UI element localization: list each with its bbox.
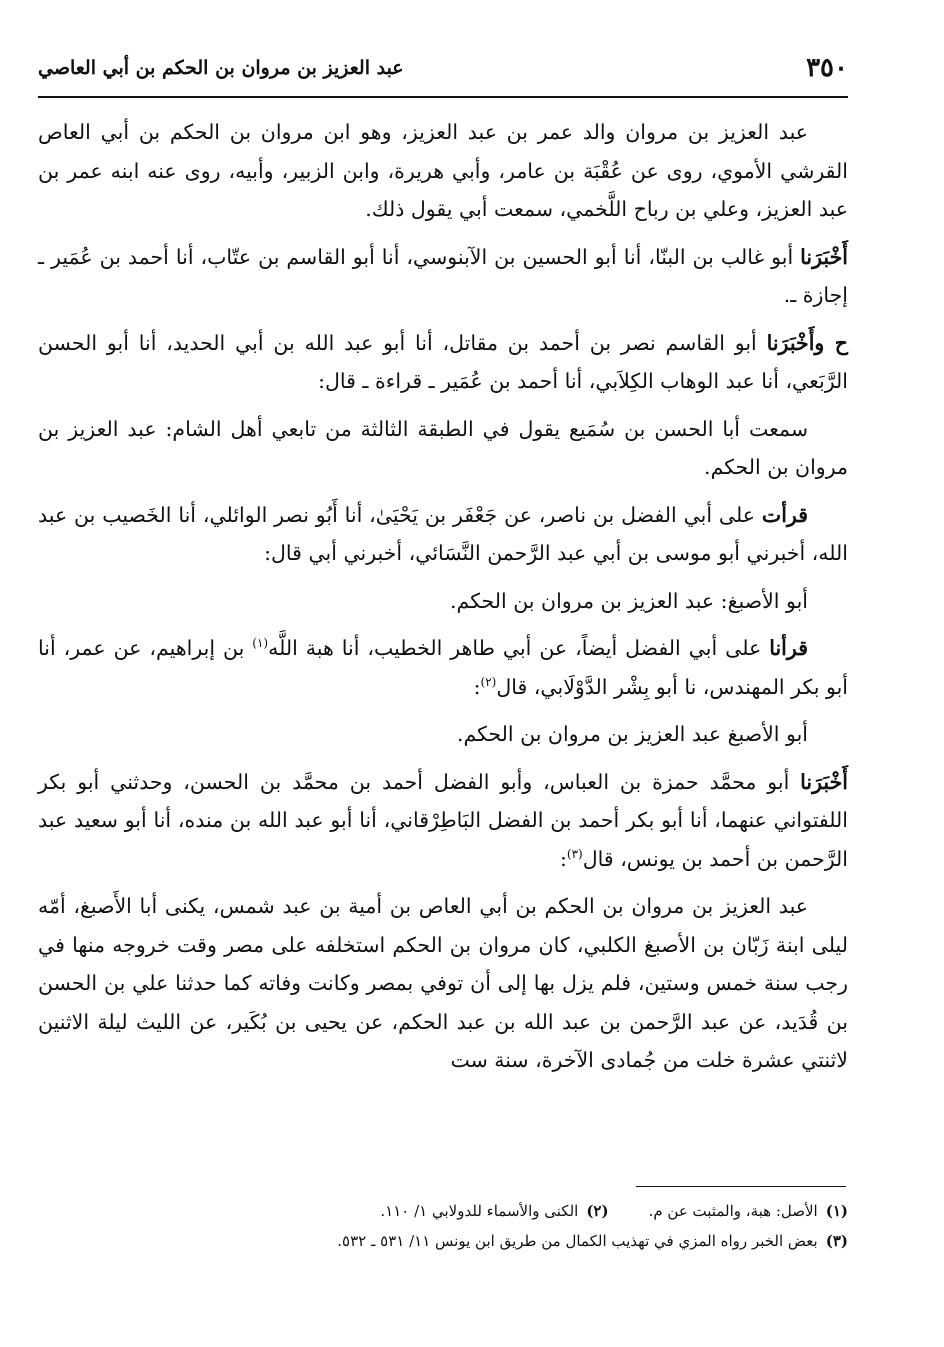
paragraph-text: عبد العزيز بن مروان بن الحكم بن أبي العاص بن أمية بن عبد شمس، يكنى أبا الأَصبغ، أمّه ليلى ابنة زَبّان بن الأصبغ الكلبي، كان مروان بن الحكم استخلفه على مصر وقت خروجه منها في رجب سنة خمس وستين، فلم يزل بها إلى أن توفي بمصر وكانت وفاته كما حدثنا علي بن الحسن بن قُدَيد، عن عبد الرَّحمن بن عبد الله بن عبد الحكم، عن يحيى بن بُكَير، عن الليث ليلة الاثنين لاثنتي عشرة خلت من جُمادى الآخرة، سنة ست (38, 894, 848, 1072)
isnad-lead: ح وأَخْبَرَنا (766, 330, 849, 355)
footnote-text: الكنى والأسماء للدولابي ١/ ١١٠. (380, 1202, 579, 1220)
footnote-row (38, 1226, 848, 1256)
isnad-lead: أَخْبَرَنا (800, 244, 848, 269)
footnote-ref-3: (٣) (566, 846, 583, 861)
footnote-divider (636, 1186, 846, 1187)
paragraph-6 (38, 582, 848, 621)
paragraph-text: أبو الأصبغ: عبد العزيز بن مروان بن الحكم. (450, 588, 808, 613)
paragraph-2 (38, 238, 848, 315)
paragraph-text-end: : (473, 674, 481, 699)
footnote-2 (380, 1196, 608, 1226)
main-text (38, 113, 848, 1089)
isnad-lead: قرأنا (769, 636, 808, 660)
paragraph-5 (38, 496, 848, 573)
footnote-text: بعض الخبر رواه المزي في تهذيب الكمال من طريق ابن يونس ١١/ ٥٣١ ـ ٥٣٢. (337, 1232, 818, 1250)
paragraph-text: على أبي الفضل أيضاً، عن أبي طاهر الخطيب، أنا هبة اللَّه (268, 636, 770, 660)
paragraph-text-end: : (559, 846, 567, 871)
paragraph-text: على أبي الفضل بن ناصر، عن جَعْفَر بن يَحْيَىٰ، أنا أَبُو نصر الوائلي، أنا الخَصيب بن عبد الله، أخبرني أبو موسى بن أبي عبد الرَّحمن النَّسَائي، أخبرني أبي قال: (38, 502, 848, 565)
footnote-mark: (٣) (825, 1232, 848, 1250)
footnote-mark: (٢) (586, 1202, 609, 1220)
paragraph-text-cont: بن إبراهيم، عن عمر، أنا أبو بكر المهندس، نا أبو بِشْر الدَّوْلَابي، قال (38, 636, 848, 699)
footnote-ref-1: (١) (252, 636, 269, 651)
isnad-lead: قرأت (761, 502, 808, 527)
footnotes (38, 1196, 848, 1256)
paragraph-text: أبو الأصبغ عبد العزيز بن مروان بن الحكم. (456, 722, 808, 746)
page-number: ٣٥٠ (806, 53, 848, 83)
paragraph-1 (38, 113, 848, 229)
footnote-text: الأصل: هبة، والمثبت عن م. (648, 1202, 818, 1220)
paragraph-4 (38, 410, 848, 487)
footnote-1 (649, 1196, 848, 1226)
isnad-lead: أَخْبَرَنا (800, 769, 848, 794)
paragraph-7 (38, 629, 848, 706)
footnote-3 (337, 1226, 848, 1256)
paragraph-text: عبد العزيز بن مروان والد عمر بن عبد العزيز، وهو ابن مروان بن الحكم بن أبي العاص القرشي الأموي، روى عن عُقْبَة بن عامر، وأبي هريرة، وابن الزبير، وأبيه، روى عنه ابنه عمر بن عبد العزيز، وعلي بن رباح اللَّخمي، سمعت أبي يقول ذلك. (38, 120, 848, 221)
paragraph-3 (38, 324, 848, 401)
running-head (38, 48, 848, 88)
paragraph-text: أبو غالب بن البنّا، أنا أبو الحسين بن الآبنوسي، أنا أبو القاسم بن عتّاب، أنا أحمد بن عُمَير ـ إجازة ـ. (38, 244, 848, 307)
footnote-mark: (١) (825, 1202, 848, 1220)
paragraph-text: أبو القاسم نصر بن أحمد بن مقاتل، أنا أبو عبد الله بن أبي الحديد، أنا أبو الحسن الرَّبَعي، أنا عبد الوهاب الكِلاَبي، أنا أحمد بن عُمَير ـ قراءة ـ قال: (38, 330, 848, 393)
paragraph-text: سمعت أبا الحسن بن سُمَيع يقول في الطبقة الثالثة من تابعي أهل الشام: عبد العزيز بن مروان بن الحكم. (38, 416, 848, 479)
footnote-row (38, 1196, 848, 1226)
paragraph-8 (38, 715, 848, 754)
paragraph-10 (38, 887, 848, 1080)
footnote-ref-2: (٢) (480, 674, 497, 689)
paragraph-text: أبو محمَّد حمزة بن العباس، وأبو الفضل أحمد بن محمَّد بن الحسن، وحدثني أبو بكر اللفتواني عنهما، أنا أبو بكر أحمد بن الفضل البَاطِرْقاني، أنا أبو عبد الله بن منده، أنا أبو سعيد عبد الرَّحمن بن أحمد بن يونس، قال (38, 769, 848, 871)
header-divider (38, 96, 848, 98)
running-title: عبد العزيز بن مروان بن الحكم بن أبي العاصي (38, 57, 404, 79)
paragraph-9 (38, 763, 848, 879)
